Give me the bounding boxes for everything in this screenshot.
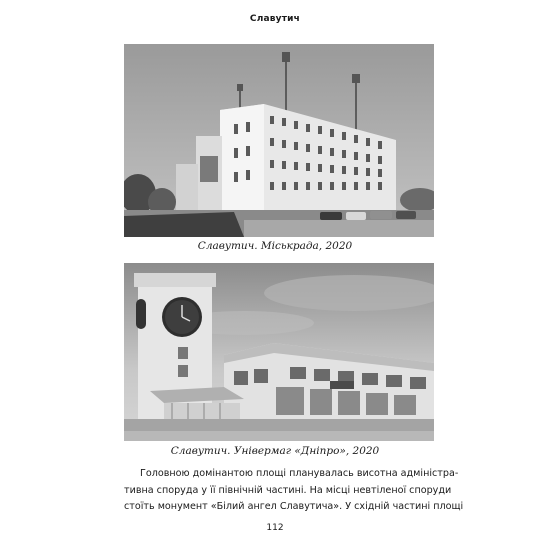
figure-caption: Славутич. Міськрада, 2020	[197, 240, 353, 252]
text-line: Головною домінантою площі планувалась висотна адміністра-	[140, 468, 459, 479]
page-number: 112	[266, 523, 284, 533]
city-council-photo	[124, 44, 434, 237]
text-line: стоїть монумент «Білий ангел Славутича». У східній частині площі	[124, 501, 464, 512]
figure-caption: Славутич. Універмаг «Дніпро», 2020	[170, 445, 380, 457]
text-line: тивна споруда у її північній частині. На місці невтіленої споруди	[124, 484, 452, 496]
running-head: Славутич	[249, 14, 301, 24]
body-paragraph	[124, 466, 464, 516]
department-store-photo	[124, 263, 434, 441]
